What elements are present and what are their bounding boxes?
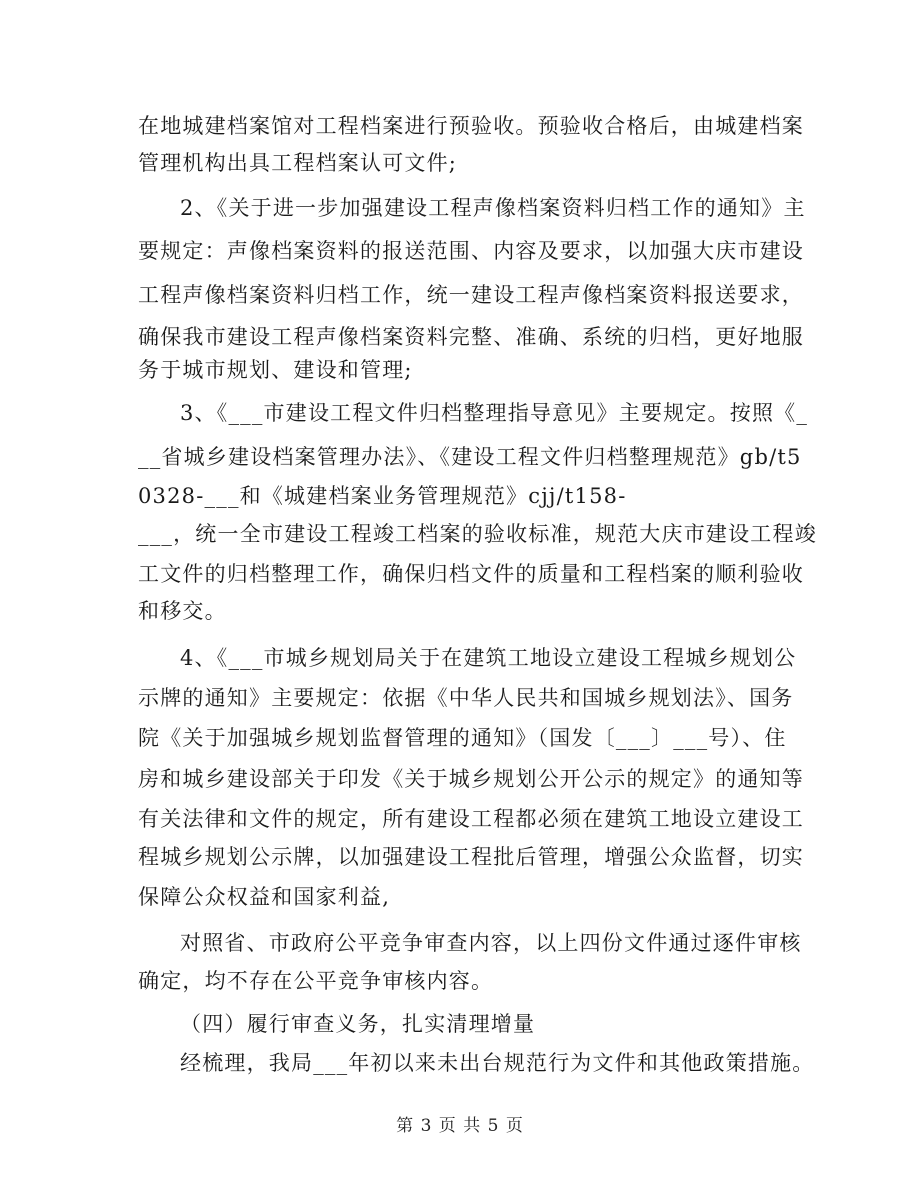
text-line: 经梳理，我局___年初以来未出台规范行为文件和其他政策措施。 <box>180 1051 815 1075</box>
text-line: 保障公众权益和国家利益, <box>138 885 391 909</box>
text-line: 和移交。 <box>138 599 227 623</box>
text-line: 4、《___市城乡规划局关于在建筑工地设立建设工程城乡规划公 <box>180 646 797 670</box>
text-line: ___，统一全市建设工程竣工档案的验收标准，规范大庆市建设工程竣 <box>138 522 817 546</box>
text-line: 0328-___和《城建档案业务管理规范》cjj/t158- <box>138 484 627 508</box>
section-heading: （四）履行审查义务，扎实清理增量 <box>180 1012 536 1036</box>
text-line: 有关法律和文件的规定，所有建设工程都必须在建筑工地设立建设工 <box>138 807 804 831</box>
text-line: 确定，均不存在公平竞争审核内容。 <box>138 969 494 993</box>
text-line: 房和城乡建设部关于印发《关于城乡规划公开公示的规定》的通知等 <box>138 767 804 791</box>
page-footer: 第 3 页 共 5 页 <box>396 1116 524 1136</box>
text-line: 程城乡规划公示牌，以加强建设工程批后管理，增强公众监督，切实 <box>138 845 804 869</box>
text-line: 工文件的归档整理工作，确保归档文件的质量和工程档案的顺利验收 <box>138 562 804 586</box>
text-line: 工程声像档案资料归档工作，统一建设工程声像档案资料报送要求， <box>138 283 804 307</box>
text-line: 2、《关于进一步加强建设工程声像档案资料归档工作的通知》主 <box>180 196 806 220</box>
text-line: 确保我市建设工程声像档案资料完整、准确、系统的归档，更好地服 <box>138 325 804 349</box>
text-line: 务于城市规划、建设和管理; <box>138 358 413 382</box>
text-line: 管理机构出具工程档案认可文件; <box>138 151 458 175</box>
text-line: 在地城建档案馆对工程档案进行预验收。预验收合格后，由城建档案 <box>138 114 804 138</box>
text-line: __省城乡建设档案管理办法》、《建设工程文件归档整理规范》gb/t5 <box>138 445 802 469</box>
text-line: 3、《___市建设工程文件归档整理指导意见》主要规定。按照《_ <box>180 401 809 425</box>
text-line: 对照省、市政府公平竞争审查内容，以上四份文件通过逐件审核 <box>180 931 802 955</box>
text-line: 示牌的通知》主要规定：依据《中华人民共和国城乡规划法》、国务 <box>138 686 794 710</box>
text-line: 院《关于加强城乡规划监督管理的通知》（国发〔___〕___号）、住 <box>138 726 787 750</box>
text-line: 要规定：声像档案资料的报送范围、内容及要求，以加强大庆市建设 <box>138 239 804 263</box>
